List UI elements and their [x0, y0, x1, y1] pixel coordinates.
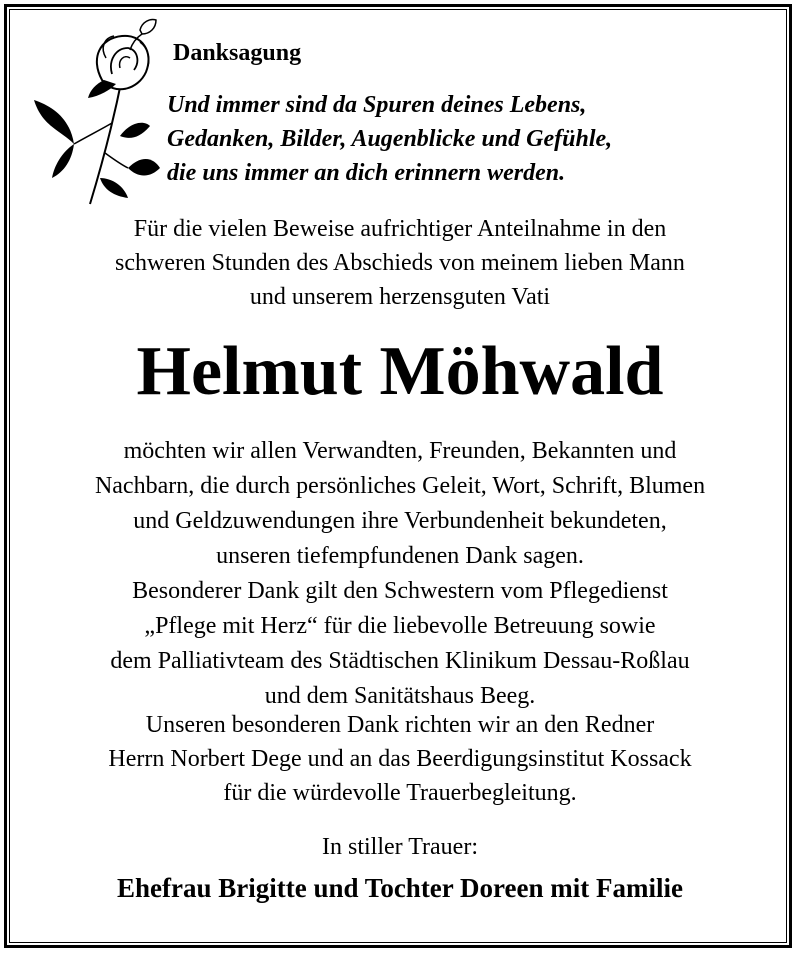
notice-heading: Danksagung — [173, 40, 302, 66]
special-thanks-line: Unseren besonderen Dank richten wir an den Redner — [145, 712, 655, 738]
body-line: Nachbarn, die durch persönliches Geleit, Wort, Schrift, Blumen — [94, 473, 706, 499]
quote-line: Gedanken, Bilder, Augenblicke und Gefühle, — [167, 126, 613, 152]
body-line: und dem Sanitätshaus Beeg. — [264, 683, 536, 709]
body-line: Besonderer Dank gilt den Schwestern vom Pflegedienst — [132, 578, 668, 604]
thanks-paragraph — [0, 434, 800, 714]
body-line: unseren tiefempfundenen Dank sagen. — [216, 543, 584, 569]
intro-paragraph — [0, 212, 800, 314]
rose-icon — [30, 18, 170, 208]
intro-line: und unserem herzensguten Vati — [249, 284, 551, 310]
body-line: „Pflege mit Herz“ für die liebevolle Betreuung sowie — [144, 613, 656, 639]
deceased-name: Helmut Möhwald — [136, 333, 664, 410]
special-thanks-line: für die würdevolle Trauerbegleitung. — [223, 780, 577, 806]
intro-line: Für die vielen Beweise aufrichtiger Anteilnahme in den — [133, 216, 667, 242]
memorial-quote — [167, 88, 612, 190]
body-line: und Geldzuwendungen ihre Verbundenheit bekundeten, — [133, 508, 667, 534]
intro-line: schweren Stunden des Abschieds von meinem lieben Mann — [115, 250, 685, 276]
quote-line: die uns immer an dich erinnern werden. — [167, 160, 566, 186]
mourning-label: In stiller Trauer: — [322, 834, 478, 860]
body-line: dem Palliativteam des Städtischen Klinikum Dessau-Roßlau — [110, 648, 690, 674]
body-line: möchten wir allen Verwandten, Freunden, Bekannten und — [123, 438, 677, 464]
special-thanks-paragraph — [0, 708, 800, 810]
family-signature: Ehefrau Brigitte und Tochter Doreen mit Familie — [117, 873, 683, 903]
quote-line: Und immer sind da Spuren deines Lebens, — [167, 92, 587, 118]
special-thanks-line: Herrn Norbert Dege und an das Beerdigungsinstitut Kossack — [108, 746, 692, 772]
